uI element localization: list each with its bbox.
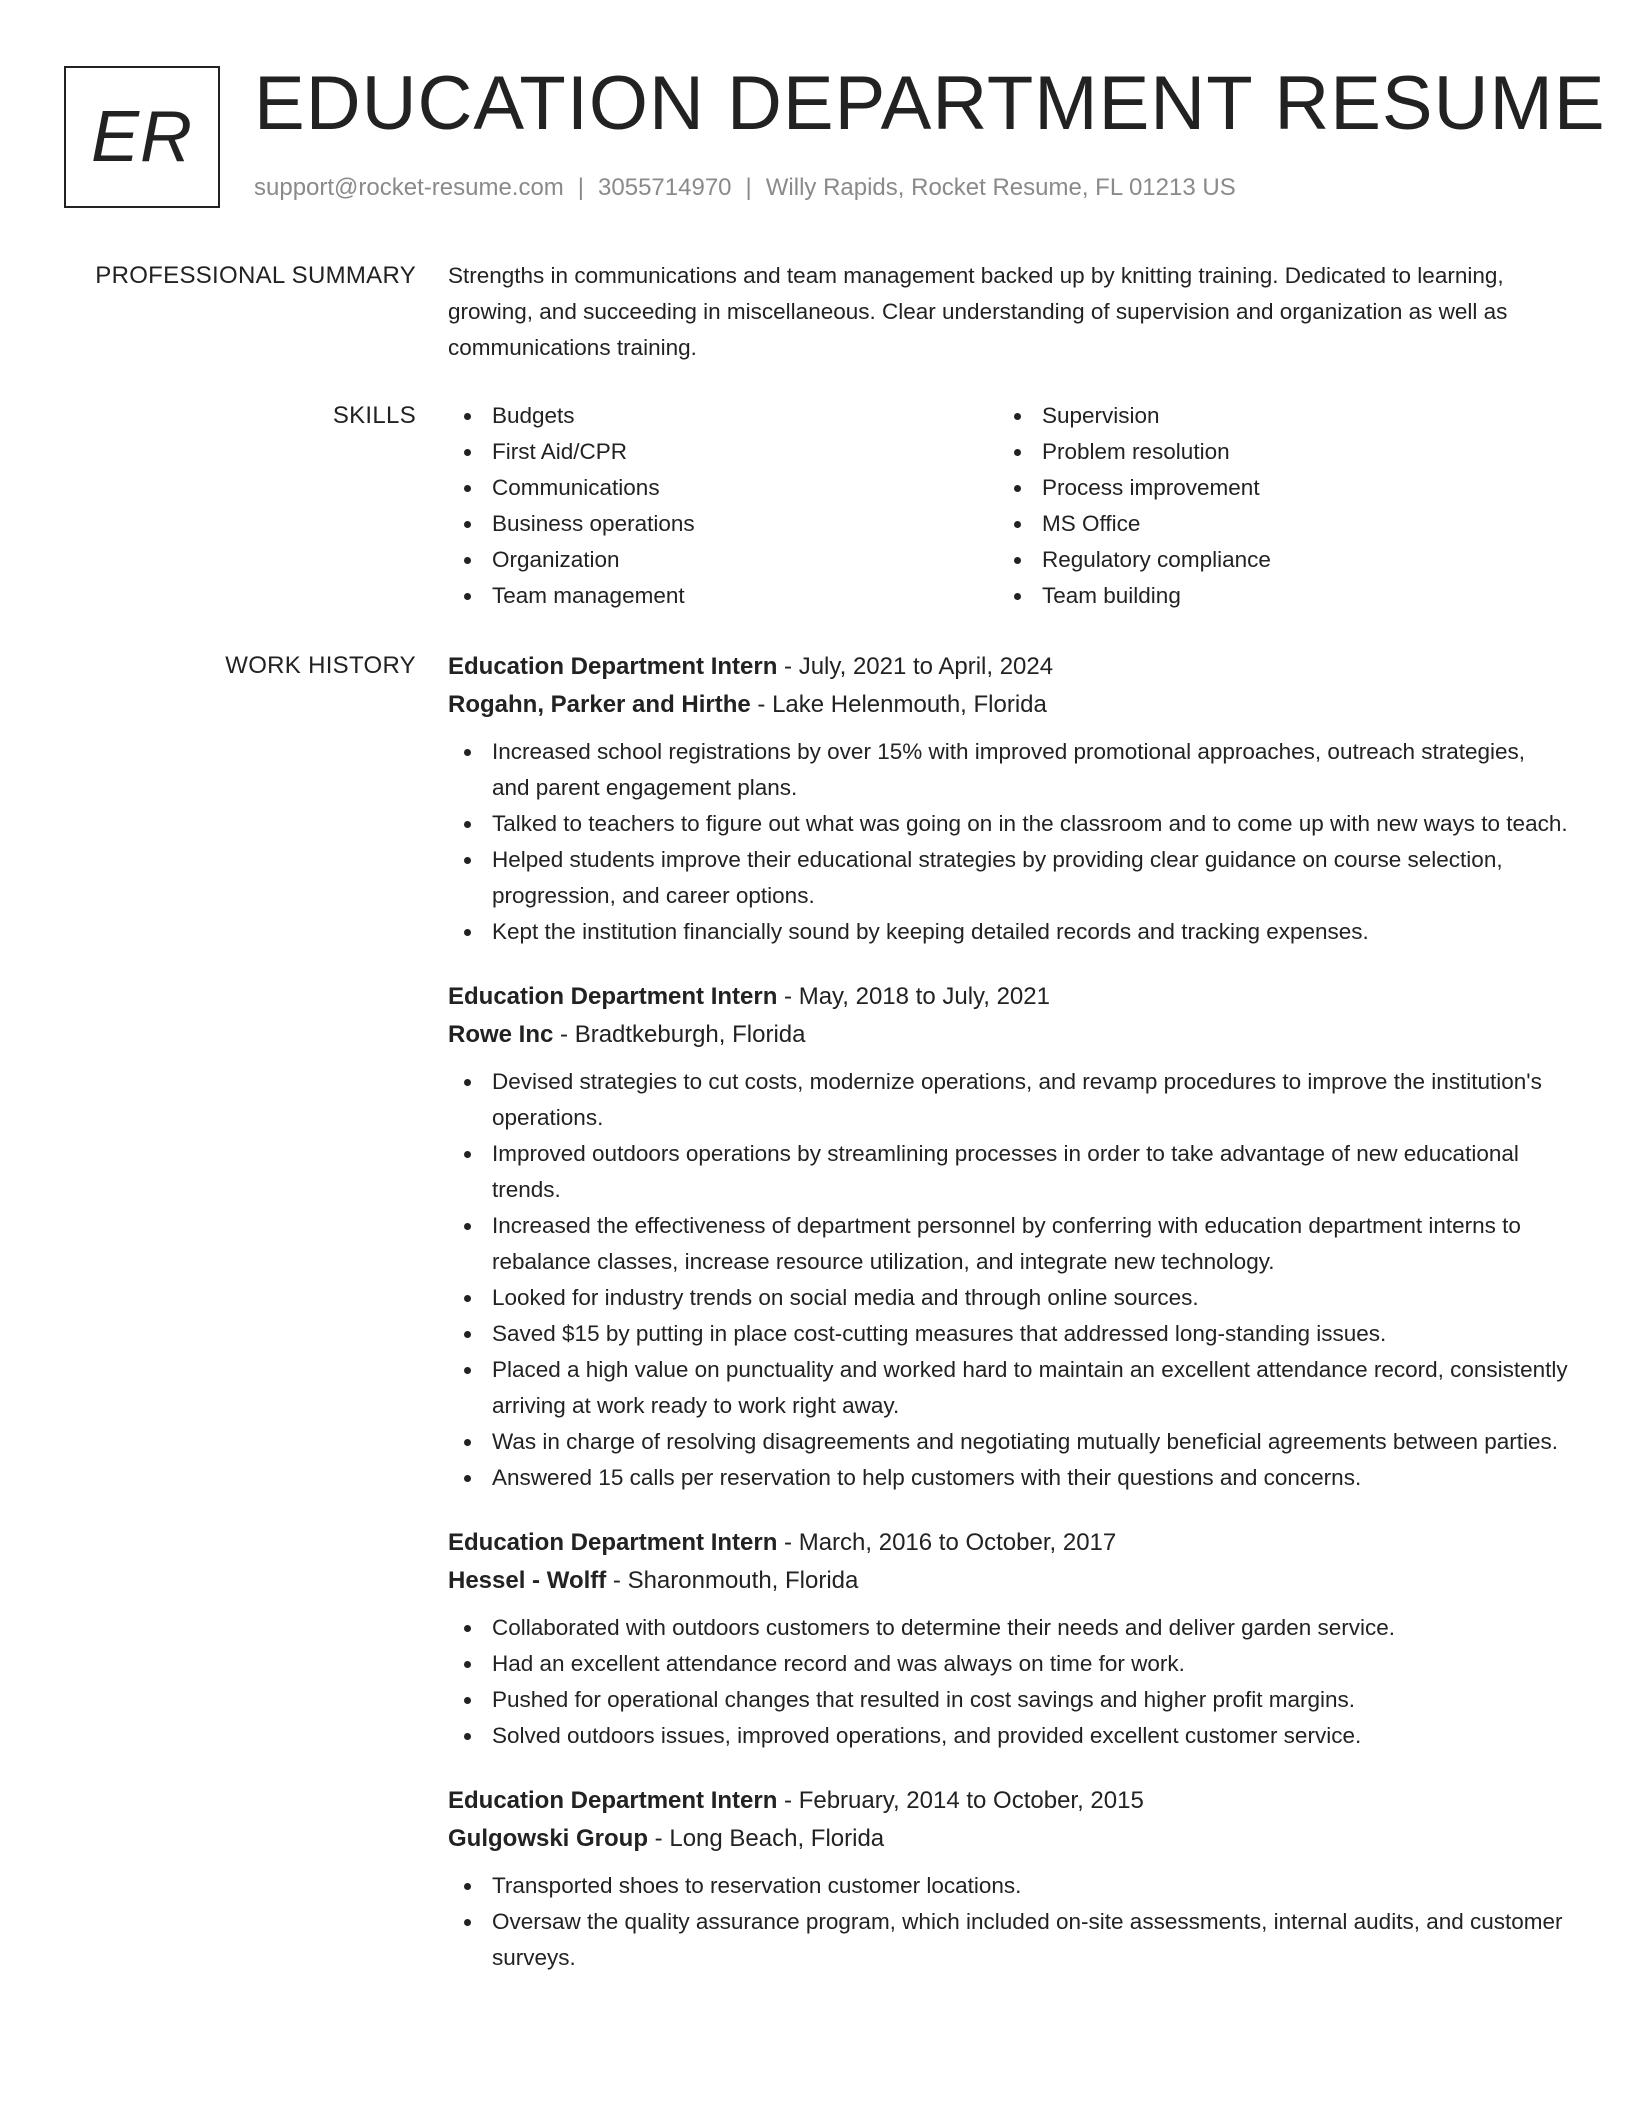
job-company-line: Rowe Inc - Bradtkeburgh, Florida: [448, 1021, 806, 1048]
job-bullet: Placed a high value on punctuality and worked hard to maintain an excellent attendance record, consistently arriving at work ready to work right away.: [448, 1352, 1568, 1424]
job-company-line: Rogahn, Parker and Hirthe - Lake Helenmouth, Florida: [448, 691, 1047, 718]
job-bullet: Was in charge of resolving disagreements and negotiating mutually beneficial agreements between parties.: [448, 1424, 1568, 1460]
job-bullets: [448, 1064, 1568, 1496]
skills-column-2: [998, 398, 1548, 614]
summary-section: [64, 258, 1568, 368]
job-location: Long Beach, Florida: [669, 1825, 885, 1852]
job-bullet: Helped students improve their educational strategies by providing clear guidance on course selection, progression, and career options.: [448, 842, 1568, 914]
job-location: Bradtkeburgh, Florida: [574, 1021, 806, 1048]
work-history-body: [448, 648, 1568, 2004]
skill-item: Business operations: [448, 506, 998, 542]
job-title: Education Department Intern: [448, 1529, 778, 1556]
skill-item: First Aid/CPR: [448, 434, 998, 470]
summary-label: PROFESSIONAL SUMMARY: [95, 262, 416, 289]
job-title-line: Education Department Intern - March, 2016 to October, 2017: [448, 1529, 1117, 1556]
job-bullet: Devised strategies to cut costs, modernize operations, and revamp procedures to improve the institution's operations.: [448, 1064, 1568, 1136]
job-entry: [448, 648, 1568, 950]
job-dates: July, 2021 to April, 2024: [798, 653, 1054, 680]
job-bullet: Solved outdoors issues, improved operations, and provided excellent customer service.: [448, 1718, 1568, 1754]
job-company: Hessel - Wolff: [448, 1567, 607, 1594]
skill-item: Organization: [448, 542, 998, 578]
job-title-line: Education Department Intern - May, 2018 to July, 2021: [448, 983, 1050, 1010]
job-bullet: Kept the institution financially sound by keeping detailed records and tracking expenses.: [448, 914, 1568, 950]
job-bullets: [448, 1610, 1568, 1754]
job-bullet: Talked to teachers to figure out what was going on in the classroom and to come up with new ways to teach.: [448, 806, 1568, 842]
job-bullet: Looked for industry trends on social media and through online sources.: [448, 1280, 1568, 1316]
job-company-line: Gulgowski Group - Long Beach, Florida: [448, 1825, 885, 1852]
job-bullet: Pushed for operational changes that resulted in cost savings and higher profit margins.: [448, 1682, 1568, 1718]
summary-body: [448, 258, 1568, 366]
job-title: Education Department Intern: [448, 1787, 778, 1814]
job-company: Rogahn, Parker and Hirthe: [448, 691, 751, 718]
skill-item: Team management: [448, 578, 998, 614]
job-dates: February, 2014 to October, 2015: [798, 1787, 1144, 1814]
skills-grid: [448, 398, 1568, 614]
job-entry: [448, 978, 1568, 1496]
skill-item: Communications: [448, 470, 998, 506]
job-bullet: Had an excellent attendance record and was always on time for work.: [448, 1646, 1568, 1682]
job-bullet: Saved $15 by putting in place cost-cutting measures that addressed long-standing issues.: [448, 1316, 1568, 1352]
skill-item: Supervision: [998, 398, 1548, 434]
job-bullets: [448, 734, 1568, 950]
job-dates: March, 2016 to October, 2017: [798, 1529, 1117, 1556]
summary-text: Strengths in communications and team management backed up by knitting training. Dedicated to learning, growing, and succeeding in miscellaneous. Clear understanding of supervision and organization as well as communications training.: [448, 263, 1508, 360]
job-bullet: Increased school registrations by over 15% with improved promotional approaches, outreach strategies, and parent engagement plans.: [448, 734, 1568, 806]
work-history-label: WORK HISTORY: [225, 652, 416, 679]
contact-separator: |: [745, 174, 752, 201]
job-location: Lake Helenmouth, Florida: [772, 691, 1047, 718]
contact-line: [254, 174, 1236, 202]
job-bullet: Answered 15 calls per reservation to help customers with their questions and concerns.: [448, 1460, 1568, 1496]
skill-item: MS Office: [998, 506, 1548, 542]
job-bullet: Increased the effectiveness of department personnel by conferring with education department interns to rebalance classes, increase resource utilization, and integrate new technology.: [448, 1208, 1568, 1280]
job-entry: [448, 1782, 1568, 1976]
contact-phone[interactable]: 3055714970: [598, 174, 732, 201]
contact-address: Willy Rapids, Rocket Resume, FL 01213 US: [765, 174, 1236, 201]
skill-item: Regulatory compliance: [998, 542, 1548, 578]
job-company-line: Hessel - Wolff - Sharonmouth, Florida: [448, 1567, 859, 1594]
job-title: Education Department Intern: [448, 653, 778, 680]
skills-label: SKILLS: [332, 402, 416, 429]
job-bullet: Oversaw the quality assurance program, which included on-site assessments, internal audits, and customer surveys.: [448, 1904, 1568, 1976]
skill-item: Team building: [998, 578, 1548, 614]
resume-header: [64, 61, 1606, 216]
monogram-logo: ER: [64, 66, 220, 208]
skills-section: [64, 398, 1568, 618]
skills-body: [448, 398, 1568, 614]
job-title-line: Education Department Intern - July, 2021 to April, 2024: [448, 653, 1054, 680]
job-title-line: Education Department Intern - February, 2014 to October, 2015: [448, 1787, 1144, 1814]
job-bullet: Improved outdoors operations by streamlining processes in order to take advantage of new educational trends.: [448, 1136, 1568, 1208]
job-title: Education Department Intern: [448, 983, 778, 1010]
skill-item: Process improvement: [998, 470, 1548, 506]
skills-column-1: [448, 398, 998, 614]
job-bullet: Collaborated with outdoors customers to determine their needs and deliver garden service.: [448, 1610, 1568, 1646]
job-dates: May, 2018 to July, 2021: [798, 983, 1050, 1010]
job-company: Rowe Inc: [448, 1021, 554, 1048]
job-location: Sharonmouth, Florida: [627, 1567, 859, 1594]
job-bullets: [448, 1868, 1568, 1976]
contact-email[interactable]: support@rocket-resume.com: [254, 174, 564, 201]
work-history-section: [64, 648, 1568, 2112]
job-bullet: Transported shoes to reservation customer locations.: [448, 1868, 1568, 1904]
skill-item: Problem resolution: [998, 434, 1548, 470]
job-company: Gulgowski Group: [448, 1825, 649, 1852]
skill-item: Budgets: [448, 398, 998, 434]
contact-separator: |: [577, 174, 585, 201]
page-title: EDUCATION DEPARTMENT RESUME: [254, 61, 1606, 146]
job-entry: [448, 1524, 1568, 1754]
